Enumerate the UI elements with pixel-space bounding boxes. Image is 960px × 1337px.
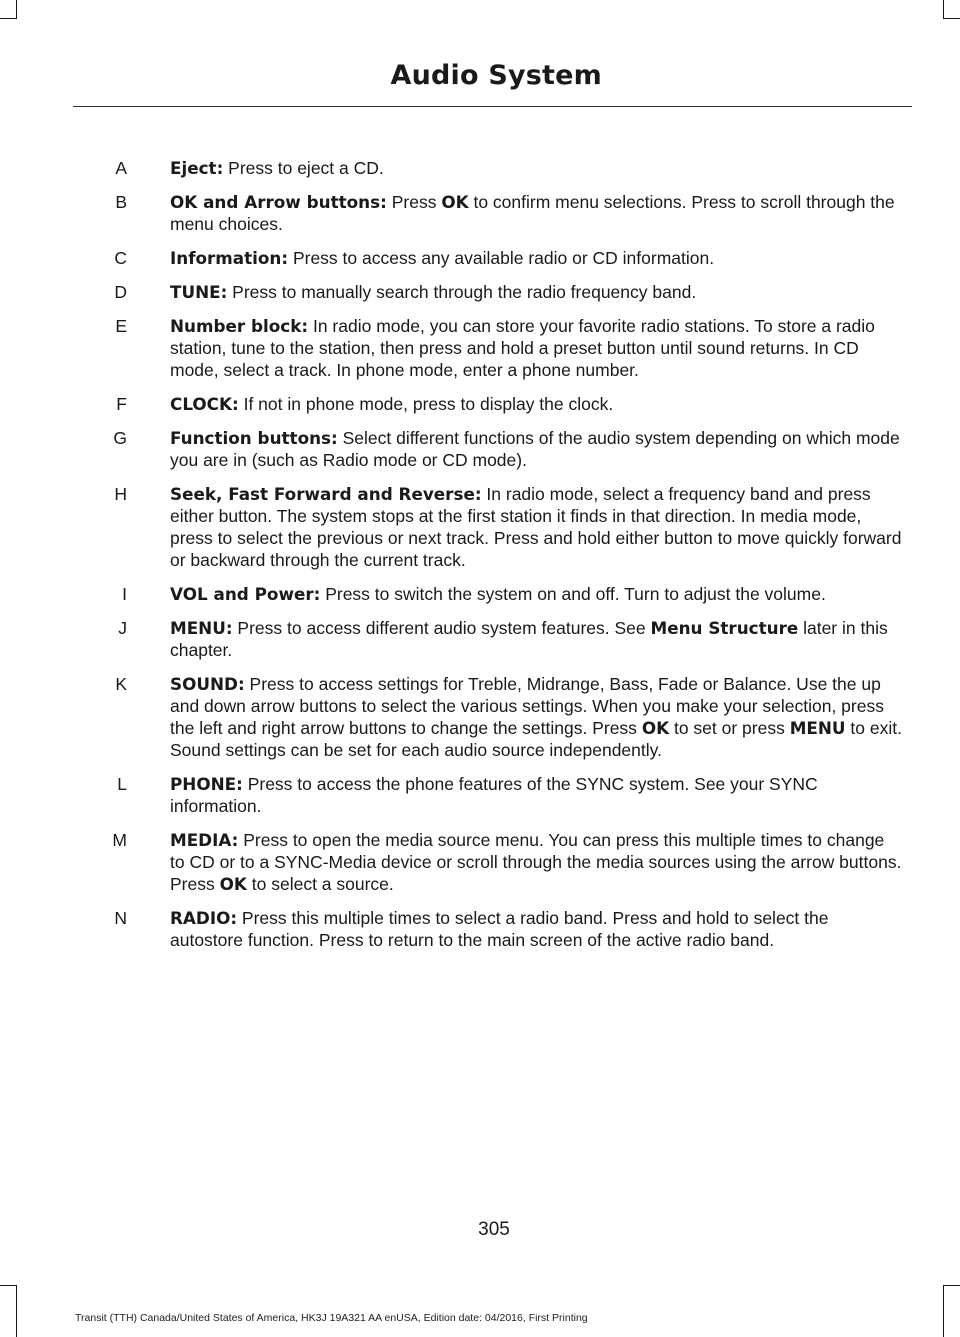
item-letter: J xyxy=(118,618,127,638)
footer-text: Transit (TTH) Canada/United States of America, HK3J 19A321 AA enUSA, Edition date: 04/2016, First Printing xyxy=(75,1312,588,1324)
item-letter: E xyxy=(115,316,127,336)
list-item xyxy=(0,247,960,269)
item-description xyxy=(170,393,902,415)
item-text: Press to access the phone features of the SYNC system. See your SYNC information. xyxy=(170,774,818,816)
item-text: Press to access different audio system features. See xyxy=(232,618,651,638)
item-description xyxy=(170,427,902,471)
item-term: Menu Structure xyxy=(650,618,799,638)
item-term: CLOCK: xyxy=(170,394,239,414)
list-item xyxy=(0,907,960,951)
item-term: SOUND: xyxy=(170,674,245,694)
item-letter: C xyxy=(114,248,127,268)
item-text: Press to manually search through the radio frequency band. xyxy=(227,282,697,302)
page-title: Audio System xyxy=(390,60,602,91)
item-text: Press to open the media source menu. You can press this multiple times to change to CD or to a SYNC-Media device or scroll through the media sources using the arrow buttons. Press xyxy=(170,830,902,894)
item-text: to exit. Sound settings can be set for each audio source independently. xyxy=(170,718,902,760)
crop-mark xyxy=(16,1285,17,1337)
item-description xyxy=(170,617,902,661)
item-term: Seek, Fast Forward and Reverse: xyxy=(170,484,482,504)
item-term: MEDIA: xyxy=(170,830,239,850)
item-text: Press to eject a CD. xyxy=(223,158,384,178)
list-item xyxy=(0,315,960,381)
list-item xyxy=(0,191,960,235)
item-text: In radio mode, select a frequency band and press either button. The system stops at the first station it finds in that direction. In media mode, press to select the previous or next track. Press and hold either button to move quickly forward or backward through the current track. xyxy=(170,484,902,570)
item-term: PHONE: xyxy=(170,774,243,794)
list-item xyxy=(0,427,960,471)
list-item xyxy=(0,773,960,817)
item-description xyxy=(170,773,902,817)
item-text: to set or press xyxy=(669,718,790,738)
item-text: later in this chapter. xyxy=(170,618,888,660)
item-letter: K xyxy=(115,674,127,694)
item-text: Press to switch the system on and off. Turn to adjust the volume. xyxy=(320,584,826,604)
item-text: Select different functions of the audio system depending on which mode you are in (such as Radio mode or CD mode). xyxy=(170,428,900,470)
list-item xyxy=(0,673,960,761)
list-item xyxy=(0,157,960,179)
item-text: Press to access any available radio or CD information. xyxy=(288,248,715,268)
item-term: OK xyxy=(641,718,670,738)
item-description xyxy=(170,673,902,761)
list-item xyxy=(0,617,960,661)
list-item xyxy=(0,583,960,605)
crop-mark xyxy=(943,1285,944,1337)
item-letter: B xyxy=(115,192,127,212)
item-term: VOL and Power: xyxy=(170,584,321,604)
item-term: Information: xyxy=(170,248,289,268)
item-text: Press xyxy=(386,192,442,212)
item-term: MENU xyxy=(789,718,846,738)
list-item xyxy=(0,281,960,303)
item-text: Press this multiple times to select a radio band. Press and hold to select the autostore function. Press to return to the main screen of the active radio band. xyxy=(170,908,829,950)
item-letter: F xyxy=(116,394,127,414)
item-term: Eject: xyxy=(170,158,224,178)
page-number: 305 xyxy=(478,1219,510,1240)
item-text: to confirm menu selections. Press to scroll through the menu choices. xyxy=(170,192,895,234)
item-description xyxy=(170,483,902,571)
crop-mark xyxy=(16,0,17,19)
item-letter: D xyxy=(114,282,127,302)
item-term: OK and Arrow buttons: xyxy=(170,192,387,212)
crop-mark xyxy=(943,18,960,19)
item-description xyxy=(170,583,902,605)
item-description xyxy=(170,315,902,381)
list-item xyxy=(0,393,960,415)
item-term: TUNE: xyxy=(170,282,228,302)
item-description xyxy=(170,247,902,269)
list-item xyxy=(0,483,960,571)
header-divider xyxy=(73,106,912,107)
item-description xyxy=(170,829,902,895)
item-term: OK xyxy=(219,874,247,894)
item-description xyxy=(170,281,902,303)
item-text: If not in phone mode, press to display the clock. xyxy=(238,394,614,414)
crop-mark xyxy=(0,1285,16,1286)
item-text: Press to access settings for Treble, Midrange, Bass, Fade or Balance. Use the up and down arrow buttons to select the various settings. When you make your selection, press the left and right arrow buttons to change the settings. Press xyxy=(170,674,884,738)
item-list xyxy=(0,157,960,963)
item-letter: G xyxy=(113,428,127,448)
item-term: Function buttons: xyxy=(170,428,338,448)
list-item xyxy=(0,829,960,895)
crop-mark xyxy=(944,1285,960,1286)
item-description xyxy=(170,157,902,179)
item-term: Number block: xyxy=(170,316,309,336)
crop-mark xyxy=(943,0,944,19)
item-letter: M xyxy=(112,830,127,850)
item-letter: I xyxy=(122,584,127,604)
item-term: RADIO: xyxy=(170,908,238,928)
item-term: OK xyxy=(441,192,469,212)
crop-mark xyxy=(0,18,16,19)
item-text: In radio mode, you can store your favorite radio stations. To store a radio station, tune to the station, then press and hold a preset button until sound returns. In CD mode, select a track. In phone mode, enter a phone number. xyxy=(170,316,875,380)
item-letter: L xyxy=(117,774,127,794)
item-letter: N xyxy=(114,908,127,928)
item-term: MENU: xyxy=(170,618,233,638)
item-description xyxy=(170,907,902,951)
item-description xyxy=(170,191,902,235)
item-letter: H xyxy=(114,484,127,504)
item-text: to select a source. xyxy=(246,874,394,894)
item-letter: A xyxy=(115,158,127,178)
